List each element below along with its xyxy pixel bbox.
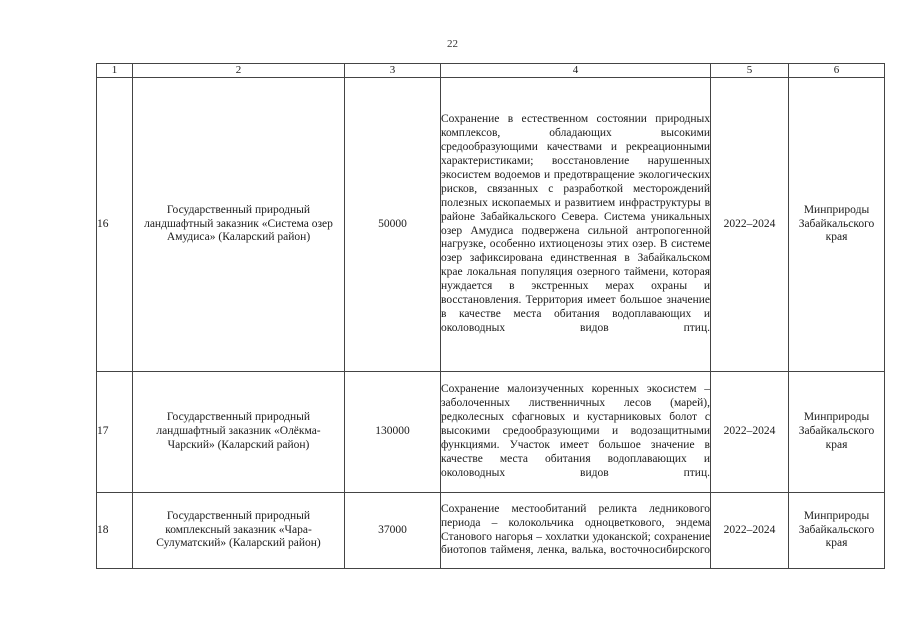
- reserve-measures: Сохранение малоизученных коренных экосистем – заболоченных лиственничных лесов (марей), редколесных сфагновых и кустарниковых болот с высокими средообразующими и водозащитными функциями. Участок имеет большое значение в качестве места обитания водоплавающих и околоводных видов птиц.: [441, 372, 711, 493]
- protected-areas-table: [96, 63, 885, 569]
- reserve-period: 2022–2024: [711, 78, 789, 372]
- reserve-measures: Сохранение местообитаний реликта ледникового периода – колокольчика одноцветкового, эндема Станового нагорья – хохлатки удоканской; сохранение биотопов тайменя, ленка, валька, восточносибирского: [441, 493, 711, 569]
- reserve-name: Государственный природный комплексный заказник «Чара-Сулуматский» (Каларский район): [133, 493, 345, 569]
- row-number: 18: [97, 493, 133, 569]
- row-number: 16: [97, 78, 133, 372]
- reserve-measures: Сохранение в естественном состоянии природных комплексов, обладающих высокими средообразующими качествами и рекреационными характеристиками; восстановление нарушенных экосистем водоемов и предотвращение экологических рисков, связанных с разработкой месторождений полезных ископаемых и развитием инфраструктуры в районе Забайкальского Севера. Система уникальных озер Амудиса подвержена сильной антропогенной нагрузке, особенно ихтиоценозы этих озер. В системе озер зафиксирована единственная в Забайкальском крае локальная популяция озерного таймени, которая нуждается в экстренных мерах охраны и восстановления. Территория имеет большое значение в качестве места обитания водоплавающих и околоводных видов птиц.: [441, 78, 711, 372]
- column-header: 3: [345, 64, 441, 78]
- reserve-period: 2022–2024: [711, 372, 789, 493]
- column-header: 2: [133, 64, 345, 78]
- reserve-area: 50000: [345, 78, 441, 372]
- table-row: [97, 372, 885, 493]
- reserve-name: Государственный природный ландшафтный заказник «Система озер Амудиса» (Каларский район): [133, 78, 345, 372]
- reserve-period: 2022–2024: [711, 493, 789, 569]
- reserve-area: 130000: [345, 372, 441, 493]
- column-header: 4: [441, 64, 711, 78]
- table-header-row: [97, 64, 885, 78]
- reserve-area: 37000: [345, 493, 441, 569]
- table-row: [97, 78, 885, 372]
- column-header: 6: [789, 64, 885, 78]
- reserve-executor: Минприроды Забайкальского края: [789, 493, 885, 569]
- column-header: 1: [97, 64, 133, 78]
- reserve-name: Государственный природный ландшафтный заказник «Олёкма-Чарский» (Каларский район): [133, 372, 345, 493]
- row-number: 17: [97, 372, 133, 493]
- column-header: 5: [711, 64, 789, 78]
- page-number: 22: [447, 38, 458, 50]
- reserve-executor: Минприроды Забайкальского края: [789, 78, 885, 372]
- reserve-executor: Минприроды Забайкальского края: [789, 372, 885, 493]
- table-row: [97, 493, 885, 569]
